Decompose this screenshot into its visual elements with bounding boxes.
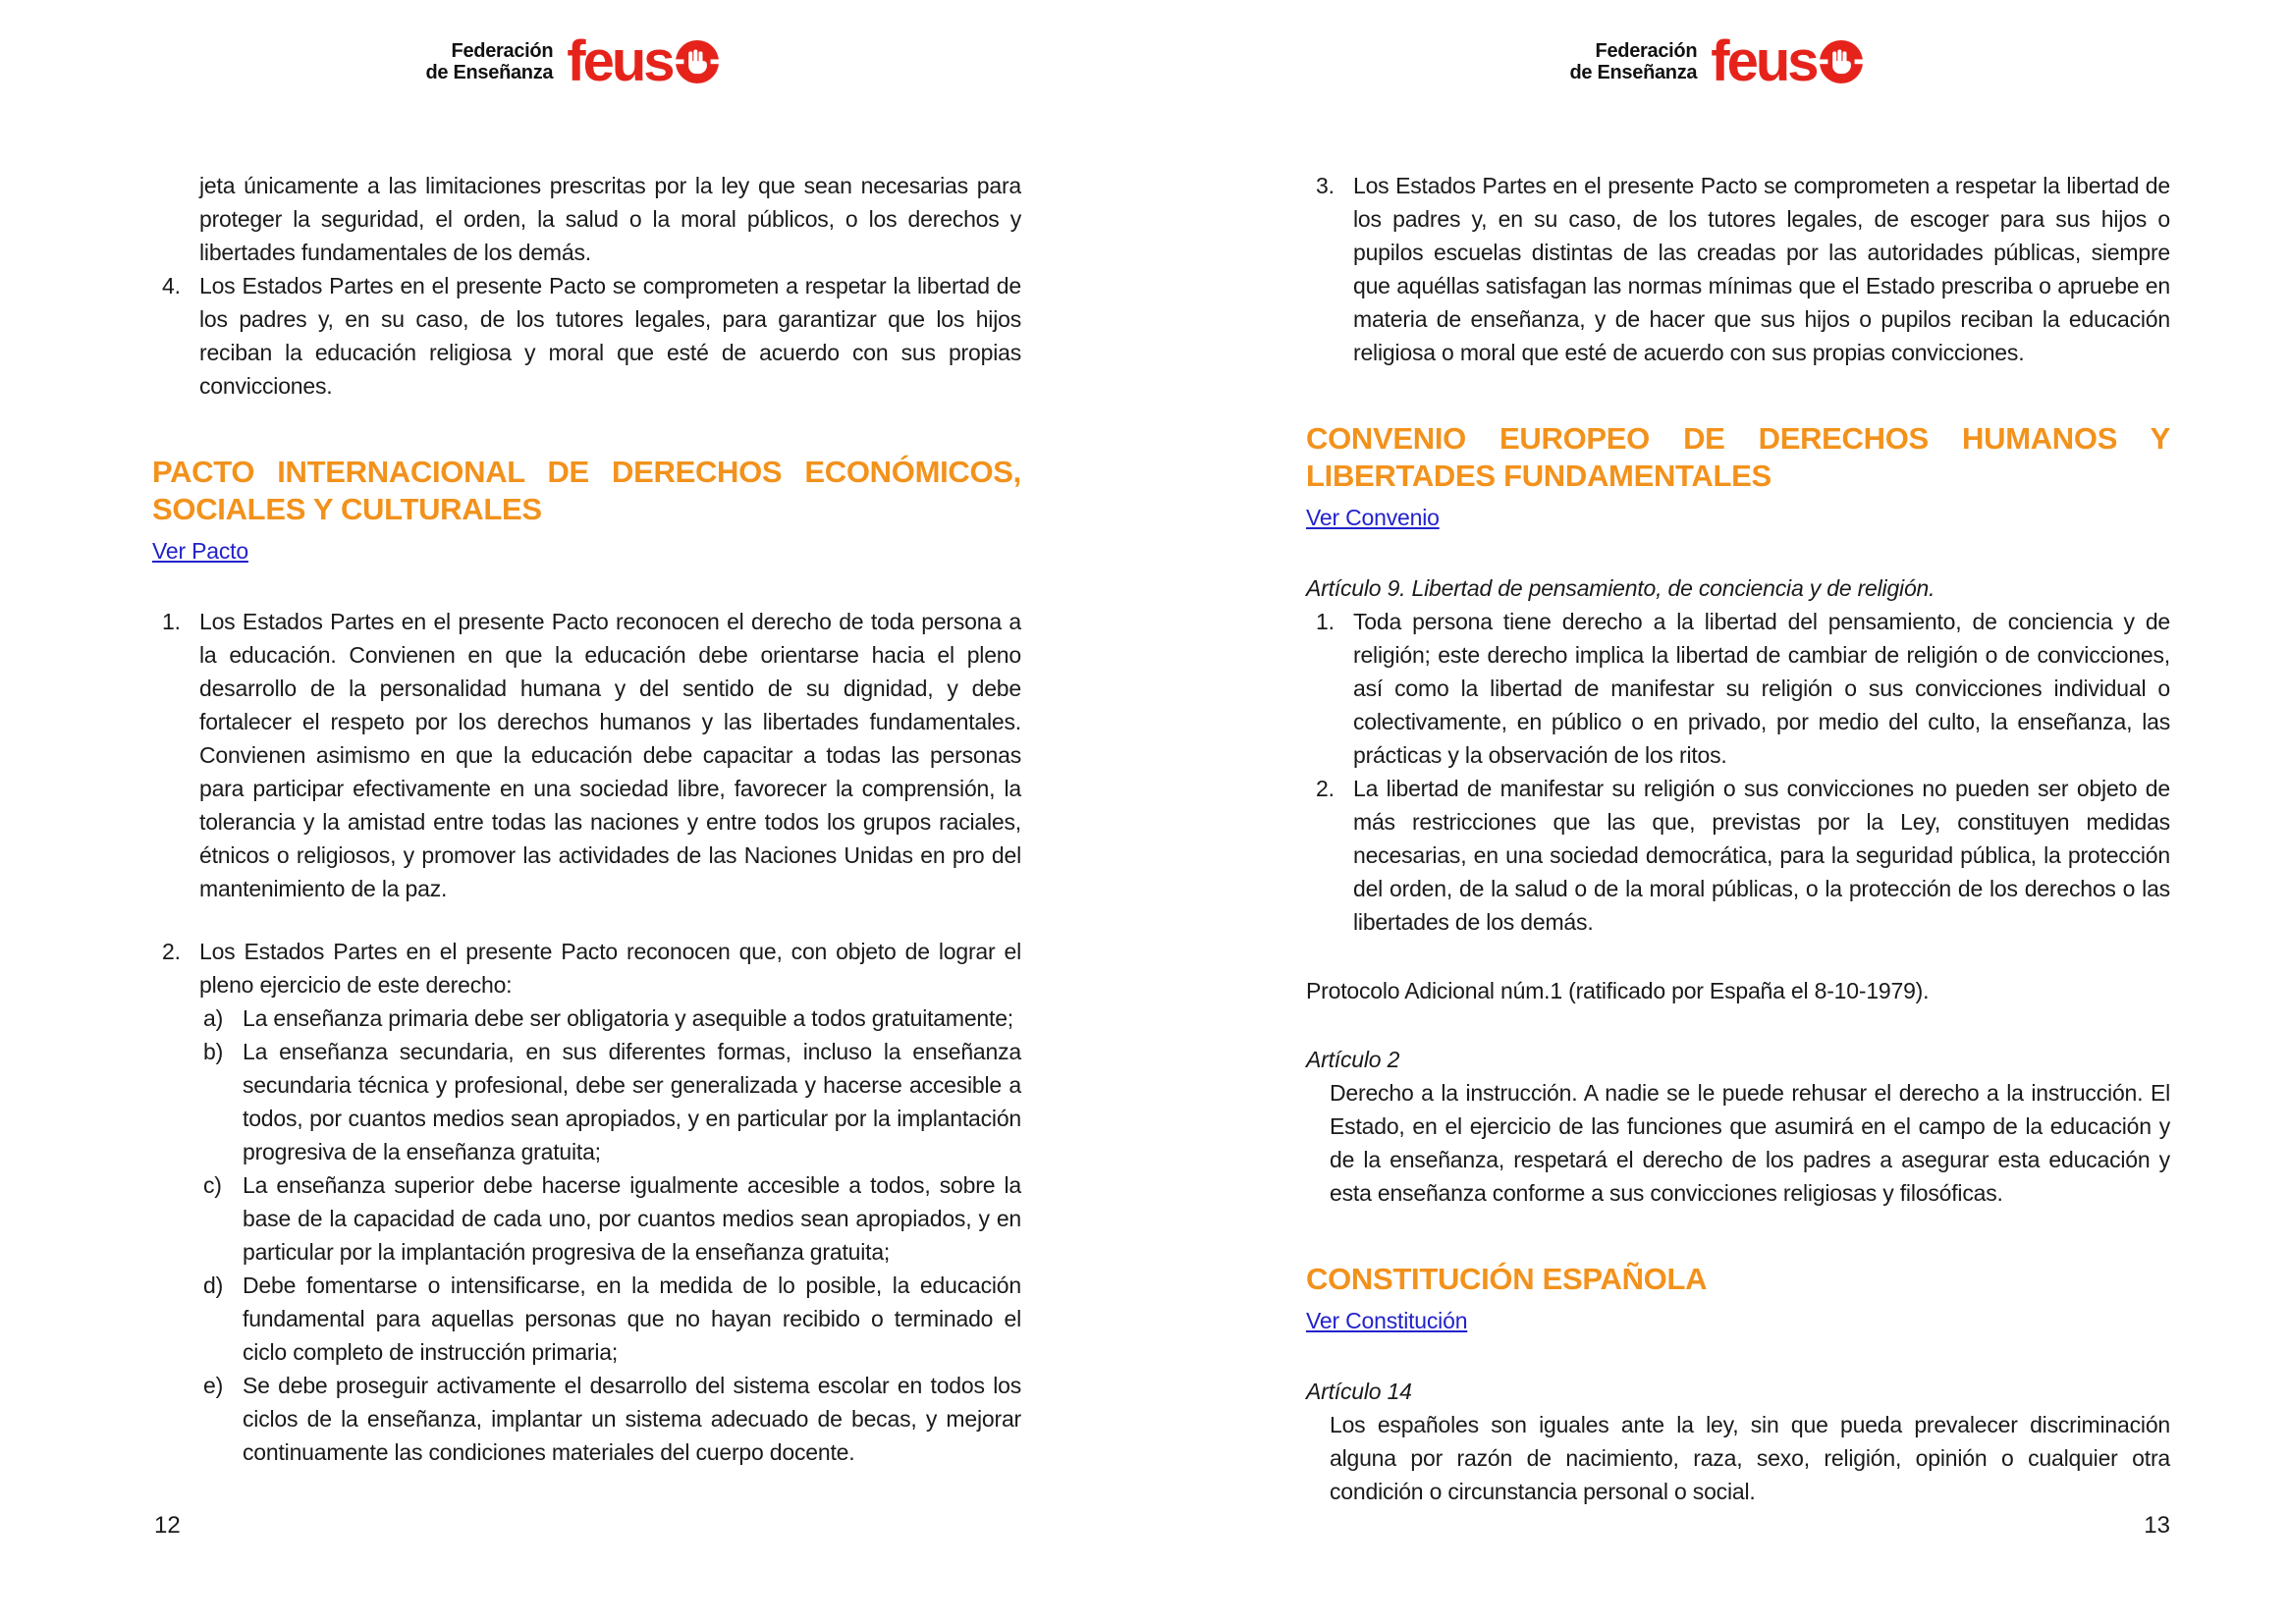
- sub-item-e-text: Se debe proseguir activamente el desarrollo del sistema escolar en todos los ciclos de la enseñanza, implantar un sistema adecuado de becas, y mejorar continuamente las condiciones materiales del cuerpo docente.: [243, 1373, 1021, 1465]
- page-13-content: [1306, 169, 2170, 1508]
- page-number-13: 13: [2144, 1512, 2170, 1539]
- convenio-item-2-number: 2.: [1316, 776, 1335, 801]
- logo-org-name: [425, 40, 553, 83]
- logo-org-line1: Federación: [1595, 40, 1698, 62]
- sub-item-e: [152, 1369, 1021, 1469]
- sub-item-d-label: d): [203, 1272, 224, 1298]
- sub-item-b-label: b): [203, 1039, 224, 1064]
- sub-item-b-text: La enseñanza secundaria, en sus diferentes formas, incluso la enseñanza secundaria técnica y profesional, debe ser generalizada y hacerse accesible a todos, por cuantos medios sean apropiados, y en particular por la implantación progresiva de la enseñanza gratuita;: [243, 1039, 1021, 1164]
- list-item-1-number: 1.: [162, 609, 181, 634]
- sub-item-e-label: e): [203, 1373, 224, 1398]
- ver-constitucion-link[interactable]: Ver Constitución: [1306, 1308, 1468, 1333]
- ver-pacto-row: [152, 528, 1021, 568]
- list-item-3: [1306, 169, 2170, 369]
- section-heading-pacto: PACTO INTERNACIONAL DE DERECHOS ECONÓMICOS, SOCIALES Y CULTURALES: [152, 455, 1021, 526]
- sub-item-a: [152, 1001, 1021, 1035]
- page-12: [0, 0, 1144, 1624]
- ver-pacto-link[interactable]: Ver Pacto: [152, 538, 248, 564]
- feuso-wordmark-text: feus: [567, 29, 673, 93]
- section-heading-constitucion: CONSTITUCIÓN ESPAÑOLA: [1306, 1262, 1708, 1296]
- ver-constitucion-row: [1306, 1298, 2170, 1337]
- ver-convenio-link[interactable]: Ver Convenio: [1306, 505, 1440, 530]
- convenio-item-1-number: 1.: [1316, 609, 1335, 634]
- articulo-2-title: Artículo 2: [1306, 1047, 1400, 1072]
- articulo-9-title: Artículo 9. Libertad de pensamiento, de conciencia y de religión.: [1306, 575, 1935, 601]
- page-12-content: [152, 169, 1021, 1469]
- convenio-item-2-text: La libertad de manifestar su religión o sus convicciones no pueden ser objeto de más restricciones que las que, previstas por la Ley, constituyen medidas necesarias, en una sociedad democrática, para la seguridad pública, la protección del orden, de la salud o de la moral públicas, o la protección de los derechos o las libertades de los demás.: [1353, 776, 2170, 935]
- feuso-logo: [1144, 29, 2288, 93]
- logo-org-line2: de Enseñanza: [1569, 62, 1698, 83]
- list-item-3-text: Los Estados Partes en el presente Pacto se comprometen a respetar la libertad de los padres y, en su caso, de los tutores legales, de escoger para sus hijos o pupilos escuelas distintas de las creadas por las autoridades públicas, siempre que aquéllas satisfagan las normas mínimas que el Estado prescriba o apruebe en materia de enseñanza, y de hacer que sus hijos o pupilos reciban la educación religiosa o moral que esté de acuerdo con sus propias convicciones.: [1353, 173, 2170, 365]
- sub-item-a-text: La enseñanza primaria debe ser obligatoria y asequible a todos gratuitamente;: [243, 1005, 1013, 1031]
- list-item-2-number: 2.: [162, 939, 181, 964]
- sub-item-a-label: a): [203, 1005, 224, 1031]
- logo-org-name: [1569, 40, 1697, 83]
- list-item-4-text: Los Estados Partes en el presente Pacto se comprometen a respetar la libertad de los padres y, en su caso, de los tutores legales, para garantizar que los hijos reciban la educación religiosa y moral que esté de acuerdo con sus propias convicciones.: [199, 273, 1021, 399]
- page-13: [1144, 0, 2288, 1624]
- list-item-1-text: Los Estados Partes en el presente Pacto reconocen el derecho de toda persona a la educación. Convienen en que la educación debe orientarse hacia el pleno desarrollo de la personalidad humana y del sentido de su dignidad, y debe fortalecer el respeto por los derechos humanos y las libertades fundamentales. Convienen asimismo en que la educación debe capacitar a todas las personas para participar efectivamente en una sociedad libre, favorecer la comprensión, la tolerancia y la amistad entre todas las naciones y entre todos los grupos raciales, étnicos o religiosos, y promover las actividades de las Naciones Unidas en pro del mantenimiento de la paz.: [199, 609, 1021, 901]
- list-item-2: [152, 935, 1021, 1001]
- sub-item-b: [152, 1035, 1021, 1168]
- articulo-14-title: Artículo 14: [1306, 1379, 1412, 1404]
- sub-item-d: [152, 1269, 1021, 1369]
- feuso-wordmark: [1711, 29, 1862, 93]
- feuso-wordmark: [567, 29, 718, 93]
- logo-org-line1: Federación: [451, 40, 554, 62]
- list-item-2-text: Los Estados Partes en el presente Pacto reconocen que, con objeto de lograr el pleno ejercicio de este derecho:: [199, 939, 1021, 998]
- feuso-wordmark-text: feus: [1711, 29, 1817, 93]
- protocolo-adicional-text: Protocolo Adicional núm.1 (ratificado por España el 8-10-1979).: [1306, 978, 1930, 1003]
- sub-item-d-text: Debe fomentarse o intensificarse, en la medida de lo posible, la educación fundamental para aquellas personas que no hayan recibido o terminado el ciclo completo de instrucción primaria;: [243, 1272, 1021, 1365]
- convenio-item-2: [1306, 772, 2170, 939]
- list-item-4: [152, 269, 1021, 403]
- sub-item-c-text: La enseñanza superior debe hacerse igualmente accesible a todos, sobre la base de la capacidad de cada uno, por cuantos medios sean apropiados, y en particular por la implantación progresiva de la enseñanza gratuita;: [243, 1172, 1021, 1265]
- articulo-14-text: Los españoles son iguales ante la ley, sin que pueda prevalecer discriminación alguna por razón de nacimiento, raza, sexo, religión, opinión o cualquier otra condición o circunstancia personal o social.: [1330, 1412, 2170, 1504]
- convenio-item-1-text: Toda persona tiene derecho a la libertad del pensamiento, de conciencia y de religión; este derecho implica la libertad de cambiar de religión o de convicciones, así como la libertad de manifestar su religión o sus convicciones individual o colectivamente, en público o en privado, por medio del culto, la enseñanza, las prácticas y la observación de los ritos.: [1353, 609, 2170, 768]
- logo-org-line2: de Enseñanza: [425, 62, 554, 83]
- uso-hand-icon: [1820, 40, 1863, 83]
- sub-item-c: [152, 1168, 1021, 1269]
- articulo-2-text: Derecho a la instrucción. A nadie se le puede rehusar el derecho a la instrucción. El Estado, en el ejercicio de las funciones que asumirá en el campo de la educación y de la enseñanza, respetará el derecho de los padres a asegurar esta educación y esta enseñanza conforme a sus convicciones religiosas y filosóficas.: [1330, 1080, 2170, 1206]
- convenio-item-1: [1306, 605, 2170, 772]
- paragraph-continuation: jeta únicamente a las limitaciones prescritas por la ley que sean necesarias para proteger la seguridad, el orden, la salud o la moral públicos, o los derechos y libertades fundamentales de los demás.: [199, 173, 1021, 265]
- list-item-3-number: 3.: [1316, 173, 1335, 198]
- page-number-12: 12: [154, 1512, 181, 1539]
- section-heading-convenio: CONVENIO EUROPEO DE DERECHOS HUMANOS Y LIBERTADES FUNDAMENTALES: [1306, 421, 2170, 493]
- sub-item-c-label: c): [203, 1172, 222, 1198]
- uso-hand-icon: [676, 40, 719, 83]
- list-item-4-number: 4.: [162, 273, 181, 298]
- ver-convenio-row: [1306, 495, 2170, 534]
- feuso-logo: [0, 29, 1144, 93]
- list-item-1: [152, 605, 1021, 905]
